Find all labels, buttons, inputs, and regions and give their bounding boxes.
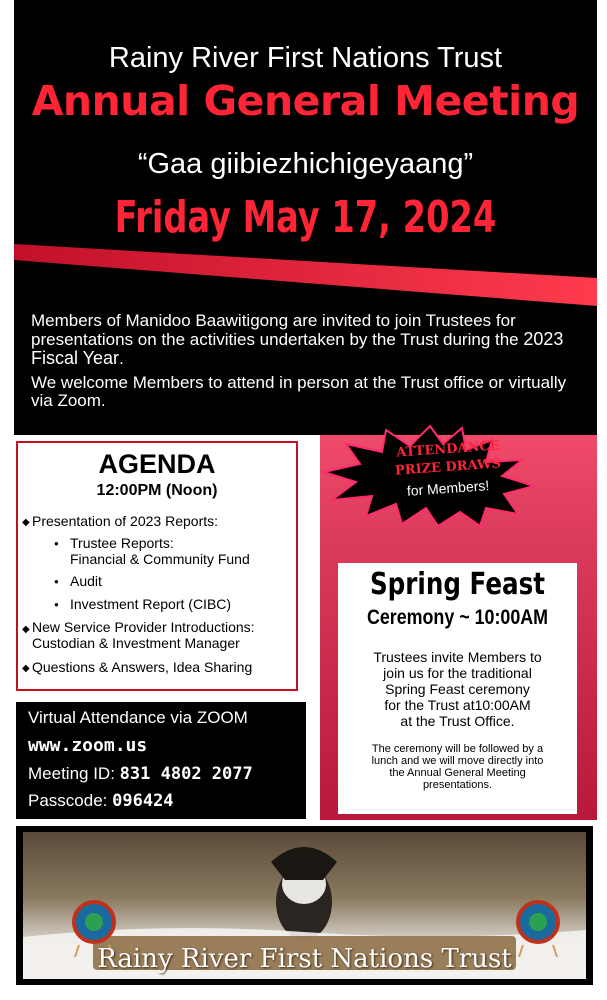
feast-note-line: lunch and we will move directly into xyxy=(371,755,544,767)
zoom-heading: Virtual Attendance via ZOOM xyxy=(28,708,248,727)
feast-body-line: join us for the traditional xyxy=(383,665,532,681)
agenda-item: New Service Provider Introductions: xyxy=(32,619,255,635)
diamond-bullet-icon: ◆ xyxy=(22,517,30,528)
agenda-time: 12:00PM (Noon) xyxy=(96,482,218,499)
agenda-subitem: Trustee Reports: xyxy=(70,535,174,551)
agenda-item: Presentation of 2023 Reports: xyxy=(32,513,219,529)
event-title: Annual General Meeting xyxy=(31,77,580,125)
meeting-id-label: Meeting ID: xyxy=(28,764,115,783)
agenda-title: AGENDA xyxy=(98,449,216,479)
agenda-subitem: Investment Report (CIBC) xyxy=(70,596,232,612)
fiscal-year: 2023 Fiscal Year xyxy=(31,329,564,368)
organization-name: Rainy River First Nations Trust xyxy=(108,42,503,74)
feast-subtitle: Ceremony ~ 10:00AM xyxy=(366,606,549,629)
intro-para1-start: Members of Manidoo Baawitigong are invited to join Trustees for presentations on the activities undertaken by the Trust during the xyxy=(31,311,519,349)
intro-para1-end: . xyxy=(119,349,124,368)
agenda-subitem: Audit xyxy=(70,573,102,589)
agenda-item-detail: Custodian & Investment Manager xyxy=(32,635,240,651)
agenda-item: Questions & Answers, Idea Sharing xyxy=(32,659,253,675)
spring-feast-box xyxy=(338,563,577,814)
diamond-bullet-icon: ◆ xyxy=(22,624,30,635)
meeting-id-row xyxy=(28,764,253,784)
feast-body xyxy=(338,649,577,729)
meeting-id-value: 831 4802 2077 xyxy=(119,764,253,784)
feast-note-line: The ceremony will be followed by a xyxy=(371,743,544,755)
dot-bullet-icon: ● xyxy=(54,600,59,609)
feast-body-line: Spring Feast ceremony xyxy=(385,681,530,697)
diamond-bullet-icon: ◆ xyxy=(22,663,30,674)
passcode-row xyxy=(28,791,174,811)
dot-bullet-icon: ● xyxy=(54,577,59,586)
footer-banner xyxy=(16,826,593,985)
feast-note-line: the Annual General Meeting xyxy=(389,767,526,779)
banner-org-name: Rainy River First Nations Trust xyxy=(97,944,512,974)
event-date: Friday May 17, 2024 xyxy=(114,192,497,243)
feast-note xyxy=(338,743,577,791)
agenda-box xyxy=(16,441,298,691)
ojibwe-phrase: “Gaa giibiezhichigeyaang” xyxy=(137,148,474,180)
feast-body-line: for the Trust at10:00AM xyxy=(384,697,531,713)
banner-artwork xyxy=(23,832,586,979)
passcode-label: Passcode: xyxy=(28,791,108,810)
agenda-subitem-detail: Financial & Community Fund xyxy=(70,551,250,567)
feast-title: Spring Feast xyxy=(369,567,546,602)
dot-bullet-icon: ● xyxy=(54,539,59,548)
header-panel xyxy=(14,0,597,435)
feast-body-line: Trustees invite Members to xyxy=(373,649,542,665)
prize-line-1: ATTENDANCE xyxy=(395,438,501,461)
passcode-value: 096424 xyxy=(112,791,174,811)
feast-note-line: presentations. xyxy=(422,779,493,791)
intro-paragraph-1 xyxy=(31,312,587,368)
prize-line-3: for Members! xyxy=(406,477,490,499)
intro-paragraph-2: We welcome Members to attend in person at the Trust office or virtually via Zoom. xyxy=(31,373,567,410)
intro-text xyxy=(31,312,587,416)
zoom-info-box xyxy=(16,702,306,819)
prize-line-2: PRIZE DRAWS xyxy=(394,456,502,479)
zoom-url-link[interactable]: www.zoom.us xyxy=(28,735,148,756)
poster xyxy=(14,0,597,1000)
feast-body-line: at the Trust Office. xyxy=(400,713,515,729)
